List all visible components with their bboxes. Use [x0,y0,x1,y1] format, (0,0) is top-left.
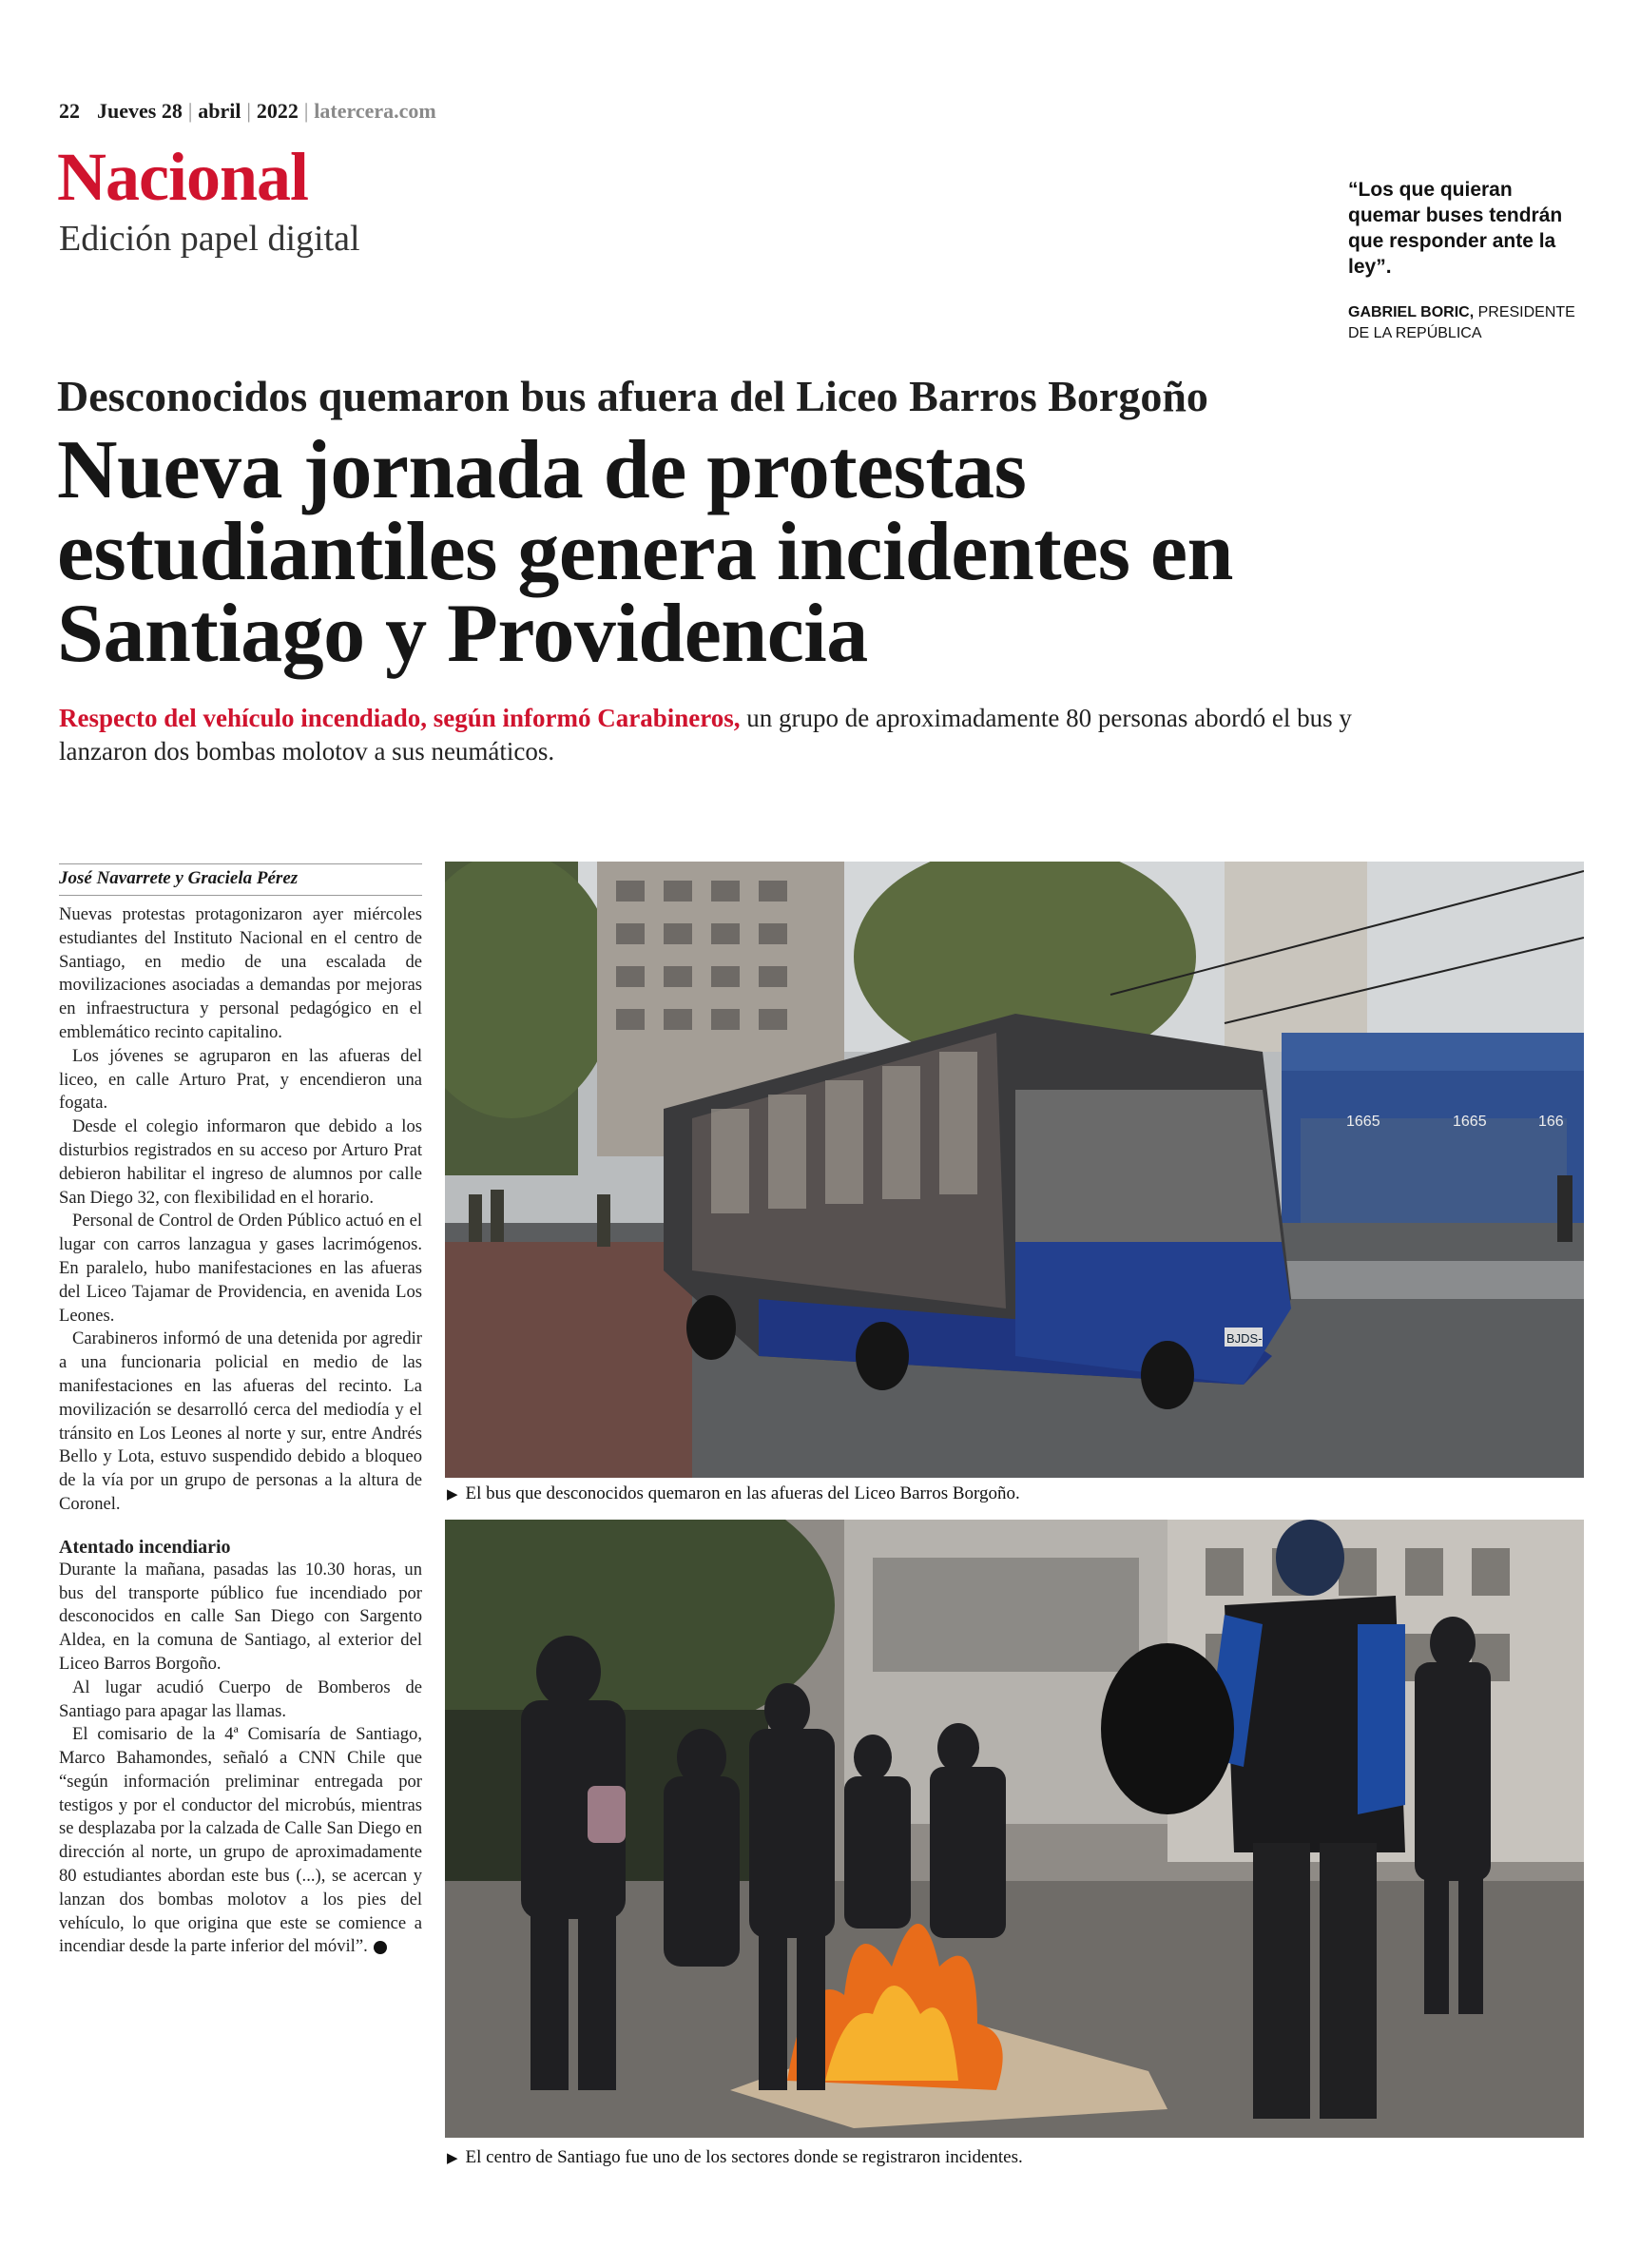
storefront-sign: 166 [1538,1114,1564,1130]
folio-year: 2022 [256,99,299,123]
article-kicker: Desconocidos quemaron bus afuera del Liceo Barros Borgoño [57,372,1208,420]
body-paragraph: Durante la mañana, pasadas las 10.30 horas, un bus del transporte público fue incendiado por desconocidos en calle San Diego con Sargento Aldea, en la comuna de Santiago, al exterior del Liceo Barros Borgoño. [59,1559,422,1674]
photo-caption [447,1483,1020,1504]
photo-protest-fire [445,1520,1584,2138]
deck-lead: Respecto del vehículo incendiado, según informó Carabineros, [59,704,741,732]
body-paragraph-text: El comisario de la 4ª Comisaría de Santiago, Marco Bahamondes, señaló a CNN Chile que “según información preliminar entregada por testigos y por el conductor del microbús, mientras se desplazaba por la calzada de Calle San Diego en dirección al norte, un grupo de aproximadamente 80 estudiantes abordan este bus (...), se acercan y lanzan dos bombas molotov a los pies del vehículo, lo que origina que este se comience a incendiar desde la parte inferior del móvil”. [59,1724,422,1957]
storefront-sign: 1665 [1346,1114,1380,1130]
photo-caption [447,2147,1023,2168]
deck-rest: un grupo de aproximadamente 80 personas abordó el bus y lanzaron dos bombas molotov a sus neumáticos. [59,704,1352,766]
body-paragraph: Carabineros informó de una detenida por agredir a una funcionaria policial en medio de las manifestaciones en las afueras del recinto. La movilización se desarrolló cerca del mediodía y el tránsito en Los Leones al norte y sur, entre Andrés Bello y Lota, estuvo suspendido debido a bloqueo de la vía por un grupo de personas a la altura de Coronel. [59,1328,422,1514]
section-title: Nacional [57,139,309,215]
article-deck [59,702,1390,768]
bus-plate: BJDS- [1226,1331,1263,1346]
body-subhead: Atentado incendiario [59,1536,231,1558]
storefront-sign: 1665 [1453,1114,1487,1130]
pull-quote-author: GABRIEL BORIC, [1348,304,1475,320]
body-paragraph: Desde el colegio informaron que debido a los disturbios registrados en su acceso por Arturo Prat debieron habilitar el ingreso de alumnos por calle San Diego 32, con flexibilidad en el horario. [59,1116,422,1208]
pull-quote-role: PRESIDENTE DE LA REPÚBLICA [1348,304,1575,341]
body-paragraph: Al lugar acudió Cuerpo de Bomberos de Santiago para apagar las llamas. [59,1677,422,1721]
caption-text: El centro de Santiago fue uno de los sectores donde se registraron incidentes. [465,2147,1023,2167]
caption-arrow-icon: ▶ [447,2151,458,2166]
caption-text: El bus que desconocidos quemaron en las afueras del Liceo Barros Borgoño. [465,1483,1020,1503]
caption-arrow-icon: ▶ [447,1487,458,1502]
body-paragraph: Los jóvenes se agruparon en las afueras del liceo, en calle Arturo Prat, y encendieron una fogata. [59,1045,422,1114]
folio-site: latercera.com [314,99,436,123]
article-headline: Nueva jornada de protestas estudiantiles genera incidentes en Santiago y Providencia [57,424,1233,680]
folio-day: Jueves 28 [97,99,183,123]
edition-label: Edición papel digital [59,219,360,259]
page-number: 22 [59,99,80,123]
pull-quote: “Los que quieran quemar buses tendrán que responder ante la ley”. [1348,179,1563,278]
body-paragraph: Nuevas protestas protagonizaron ayer miércoles estudiantes del Instituto Nacional en el centro de Santiago, en medio de una escalada de movilizaciones asociadas a demandas por mejoras en infraestructura y personal pedagógico en el emblemático recinto capitalino. [59,904,422,1042]
end-mark [374,1941,387,1954]
folio-month: abril [198,99,241,123]
body-paragraph: Personal de Control de Orden Público actuó en el lugar con carros lanzagua y gases lacrimógenos. En paralelo, hubo manifestaciones en las afueras del Liceo Tajamar de Providencia, en avenida Los Leones. [59,1211,422,1326]
byline: José Navarrete y Graciela Pérez [59,863,422,896]
body-paragraph [59,1723,422,1959]
photo-burned-bus [445,862,1584,1478]
page-folio: 22 Jueves 28 | abril | 2022 | latercera.com [59,99,436,123]
pull-quote-attribution [1348,302,1600,344]
article-body [59,903,422,1959]
